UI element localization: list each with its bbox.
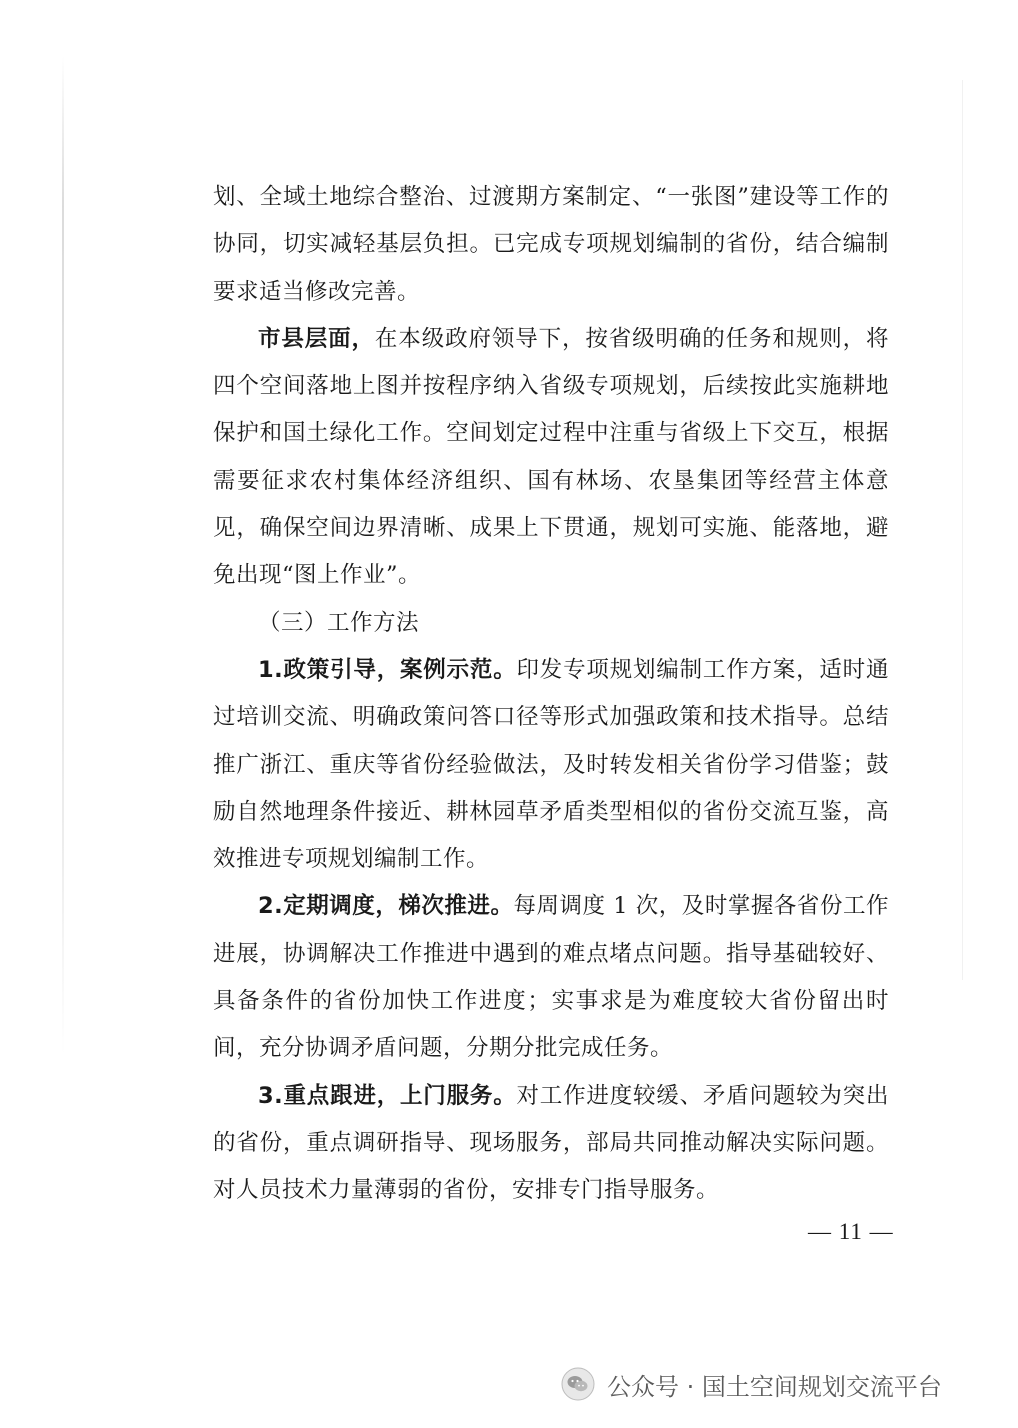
- watermark-text: 公众号 · 国土空间规划交流平台: [607, 1372, 942, 1401]
- paragraph-lead: 1.政策引导，案例示范。: [258, 656, 517, 683]
- section-heading: [213, 600, 889, 647]
- paragraph-lead: 3.重点跟进，上门服务。: [258, 1082, 517, 1109]
- wechat-icon: [561, 1367, 595, 1401]
- paragraph-text: 在本级政府领导下，按省级明确的任务和规则，将四个空间落地上图并按程序纳入省级专项规划，后续按此实施耕地保护和国土绿化工作。空间划定过程中注重与省级上下交互，根据需要征求农村集体经济组织、国有林场、农垦集团等经营主体意见，确保空间边界清晰、成果上下贯通，规划可实施、能落地，避免出现“图上作业”。: [213, 325, 889, 589]
- paragraph-method-2: [213, 883, 889, 1072]
- paragraph-text: 对工作进度较缓、矛盾问题较为突出的省份，重点调研指导、现场服务，部局共同推动解决实际问题。对人员技术力量薄弱的省份，安排专门指导服务。: [213, 1082, 889, 1204]
- paragraph-method-1: [213, 647, 889, 883]
- paragraph-city-county: [213, 316, 889, 600]
- watermark: [561, 1364, 942, 1404]
- section-heading-text: （三）工作方法: [258, 609, 420, 636]
- scan-edge-right: [962, 80, 963, 980]
- paragraph-method-3: [213, 1073, 889, 1215]
- paragraph-text: 印发专项规划编制工作方案，适时通过培训交流、明确政策问答口径等形式加强政策和技术指导。总结推广浙江、重庆等省份经验做法，及时转发相关省份学习借鉴；鼓励自然地理条件接近、耕林园草矛盾类型相似的省份交流互鉴，高效推进专项规划编制工作。: [213, 656, 889, 873]
- paragraph-text: 每周调度 1 次，及时掌握各省份工作进展，协调解决工作推进中遇到的难点堵点问题。指导基础较好、具备条件的省份加快工作进度；实事求是为难度较大省份留出时间，充分协调矛盾问题，分期分批完成任务。: [213, 893, 889, 1062]
- page-number: — 11 —: [808, 1219, 894, 1244]
- body-text: [213, 174, 889, 1215]
- paragraph-lead: 2.定期调度，梯次推进。: [258, 893, 514, 920]
- scan-edge-left: [62, 56, 64, 1056]
- paragraph-continuation: [213, 174, 889, 316]
- paragraph-lead: 市县层面，: [258, 325, 375, 352]
- paragraph-text: 划、全域土地综合整治、过渡期方案制定、“一张图”建设等工作的协同，切实减轻基层负担。已完成专项规划编制的省份，结合编制要求适当修改完善。: [213, 184, 889, 305]
